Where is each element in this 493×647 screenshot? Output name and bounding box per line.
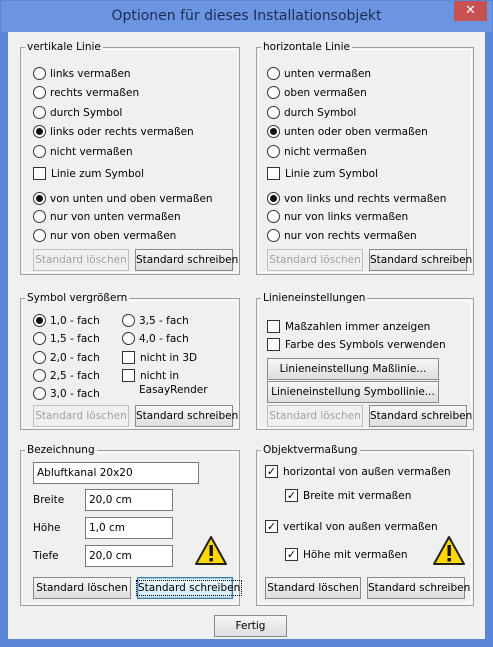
not-in-easyrender-check[interactable]: nicht in — [122, 368, 179, 384]
radio-icon[interactable] — [267, 106, 280, 119]
radio-icon[interactable] — [33, 369, 46, 382]
checkbox-icon[interactable] — [122, 351, 135, 364]
horizontal-outside-check[interactable]: ✓ horizontal von außen vermaßen — [266, 464, 451, 478]
use-symbol-color-check[interactable]: Farbe des Symbols verwenden — [267, 337, 446, 353]
radio-icon[interactable] — [267, 86, 280, 99]
dialog-client — [8, 32, 485, 639]
designation-write-default-button[interactable]: Standard schreiben — [137, 577, 233, 599]
horiz-range-left[interactable]: nur von links vermaßen — [267, 209, 408, 225]
radio-selected-icon[interactable] — [33, 314, 46, 327]
radio-icon[interactable] — [33, 106, 46, 119]
checkmark-icon[interactable]: ✓ — [266, 464, 277, 478]
designation-group — [20, 444, 241, 606]
scale-opt-3-0[interactable]: 3,0 - fach — [33, 386, 100, 402]
vert-opt-left-or-right[interactable]: links oder rechts vermaßen — [33, 124, 194, 140]
scale-opt-2-5[interactable]: 2,5 - fach — [33, 368, 100, 384]
object-dimension-group — [256, 444, 474, 606]
width-field[interactable]: 20,0 cm — [85, 489, 173, 511]
radio-icon[interactable] — [267, 229, 280, 242]
vert-range-bottom[interactable]: nur von unten vermaßen — [33, 209, 181, 225]
radio-icon[interactable] — [122, 314, 135, 327]
symbol-line-settings-button[interactable]: Linieneinstellung Symbollinie... — [267, 381, 439, 403]
depth-label: Tiefe — [33, 550, 59, 562]
line-settings-group — [256, 292, 474, 430]
checkmark-icon[interactable]: ✓ — [286, 547, 297, 561]
vertical-outside-check[interactable]: ✓ vertikal von außen vermaßen — [266, 519, 438, 533]
radio-icon[interactable] — [122, 332, 135, 345]
radio-icon[interactable] — [33, 387, 46, 400]
objdim-delete-default-button[interactable]: Standard löschen — [265, 577, 361, 599]
not-in-easyrender-label-2: EasayRender — [139, 384, 208, 396]
checkbox-icon[interactable] — [33, 167, 46, 180]
symbol-scale-title: Symbol vergrößern — [27, 292, 128, 304]
height-label: Höhe — [33, 522, 61, 534]
vertical-line-group — [20, 41, 240, 275]
checkbox-icon[interactable] — [267, 320, 280, 333]
horiz-opt-bottom-or-top[interactable]: unten oder oben vermaßen — [267, 124, 428, 140]
warning-icon — [194, 535, 228, 567]
scale-opt-4-0[interactable]: 4,0 - fach — [122, 331, 189, 347]
vert-delete-default-button[interactable]: Standard löschen — [33, 249, 129, 271]
objdim-write-default-button[interactable]: Standard schreiben — [367, 577, 465, 599]
vert-range-both[interactable]: von unten und oben vermaßen — [33, 191, 213, 207]
radio-selected-icon[interactable] — [33, 125, 46, 138]
vert-symbol-line-check[interactable]: Linie zum Symbol — [33, 166, 144, 182]
symbol-delete-default-button[interactable]: Standard löschen — [33, 405, 129, 427]
scale-opt-1-0[interactable]: 1,0 - fach — [33, 313, 100, 329]
checkmark-icon[interactable]: ✓ — [286, 488, 297, 502]
horizontal-line-group — [256, 41, 474, 275]
warning-icon — [432, 535, 466, 567]
checkbox-icon[interactable] — [267, 167, 280, 180]
designation-name-field[interactable]: Abluftkanal 20x20 — [33, 462, 199, 484]
horizontal-line-title: horizontale Linie — [263, 41, 350, 53]
scale-opt-2-0[interactable]: 2,0 - fach — [33, 350, 100, 366]
height-field[interactable]: 1,0 cm — [85, 517, 173, 539]
radio-icon[interactable] — [33, 67, 46, 80]
not-in-3d-check[interactable]: nicht in 3D — [122, 350, 197, 366]
vert-write-default-button[interactable]: Standard schreiben — [135, 249, 233, 271]
close-button[interactable]: ✕ — [454, 1, 487, 21]
radio-icon[interactable] — [33, 351, 46, 364]
horiz-delete-default-button[interactable]: Standard löschen — [267, 249, 363, 271]
object-dimension-title: Objektvermaßung — [263, 444, 358, 456]
scale-opt-1-5[interactable]: 1,5 - fach — [33, 331, 100, 347]
radio-icon[interactable] — [33, 332, 46, 345]
designation-title: Bezeichnung — [27, 444, 95, 456]
horiz-write-default-button[interactable]: Standard schreiben — [369, 249, 467, 271]
scale-opt-3-5[interactable]: 3,5 - fach — [122, 313, 189, 329]
radio-icon[interactable] — [33, 229, 46, 242]
horiz-range-right[interactable]: nur von rechts vermaßen — [267, 228, 417, 244]
horiz-opt-top[interactable]: oben vermaßen — [267, 85, 367, 101]
vertical-line-title: vertikale Linie — [27, 41, 101, 53]
width-label: Breite — [33, 494, 65, 506]
window-title: Optionen für dieses Installationsobjekt — [111, 8, 382, 24]
horiz-opt-symbol[interactable]: durch Symbol — [267, 105, 356, 121]
radio-selected-icon[interactable] — [33, 192, 46, 205]
lines-write-default-button[interactable]: Standard schreiben — [369, 405, 467, 427]
checkbox-icon[interactable] — [267, 338, 280, 351]
vert-range-top[interactable]: nur von oben vermaßen — [33, 228, 176, 244]
radio-icon[interactable] — [267, 67, 280, 80]
radio-icon[interactable] — [267, 210, 280, 223]
horiz-range-both[interactable]: von links und rechts vermaßen — [267, 191, 446, 207]
width-too-check[interactable]: ✓ Breite mit vermaßen — [286, 488, 412, 502]
vert-opt-none[interactable]: nicht vermaßen — [33, 144, 133, 160]
vert-opt-left[interactable]: links vermaßen — [33, 66, 131, 82]
always-show-dimensions-check[interactable]: Maßzahlen immer anzeigen — [267, 319, 430, 335]
done-button[interactable]: Fertig — [214, 615, 287, 637]
depth-field[interactable]: 20,0 cm — [85, 545, 173, 567]
horiz-opt-none[interactable]: nicht vermaßen — [267, 144, 367, 160]
checkbox-icon[interactable] — [122, 369, 135, 382]
horiz-symbol-line-check[interactable]: Linie zum Symbol — [267, 166, 378, 182]
radio-icon[interactable] — [33, 86, 46, 99]
vert-opt-right[interactable]: rechts vermaßen — [33, 85, 139, 101]
designation-delete-default-button[interactable]: Standard löschen — [33, 577, 131, 599]
radio-selected-icon[interactable] — [267, 125, 280, 138]
title-bar[interactable] — [1, 1, 492, 32]
symbol-write-default-button[interactable]: Standard schreiben — [135, 405, 233, 427]
radio-icon[interactable] — [267, 145, 280, 158]
lines-delete-default-button[interactable]: Standard löschen — [267, 405, 363, 427]
horiz-opt-bottom[interactable]: unten vermaßen — [267, 66, 371, 82]
height-too-check[interactable]: ✓ Höhe mit vermaßen — [286, 547, 408, 561]
radio-icon[interactable] — [33, 145, 46, 158]
radio-icon[interactable] — [33, 210, 46, 223]
line-settings-title: Linieneinstellungen — [263, 292, 366, 304]
symbol-scale-group — [20, 292, 240, 430]
vert-opt-symbol[interactable]: durch Symbol — [33, 105, 122, 121]
checkmark-icon[interactable]: ✓ — [266, 519, 277, 533]
dimension-line-settings-button[interactable]: Linieneinstellung Maßlinie... — [267, 358, 439, 380]
radio-selected-icon[interactable] — [267, 192, 280, 205]
